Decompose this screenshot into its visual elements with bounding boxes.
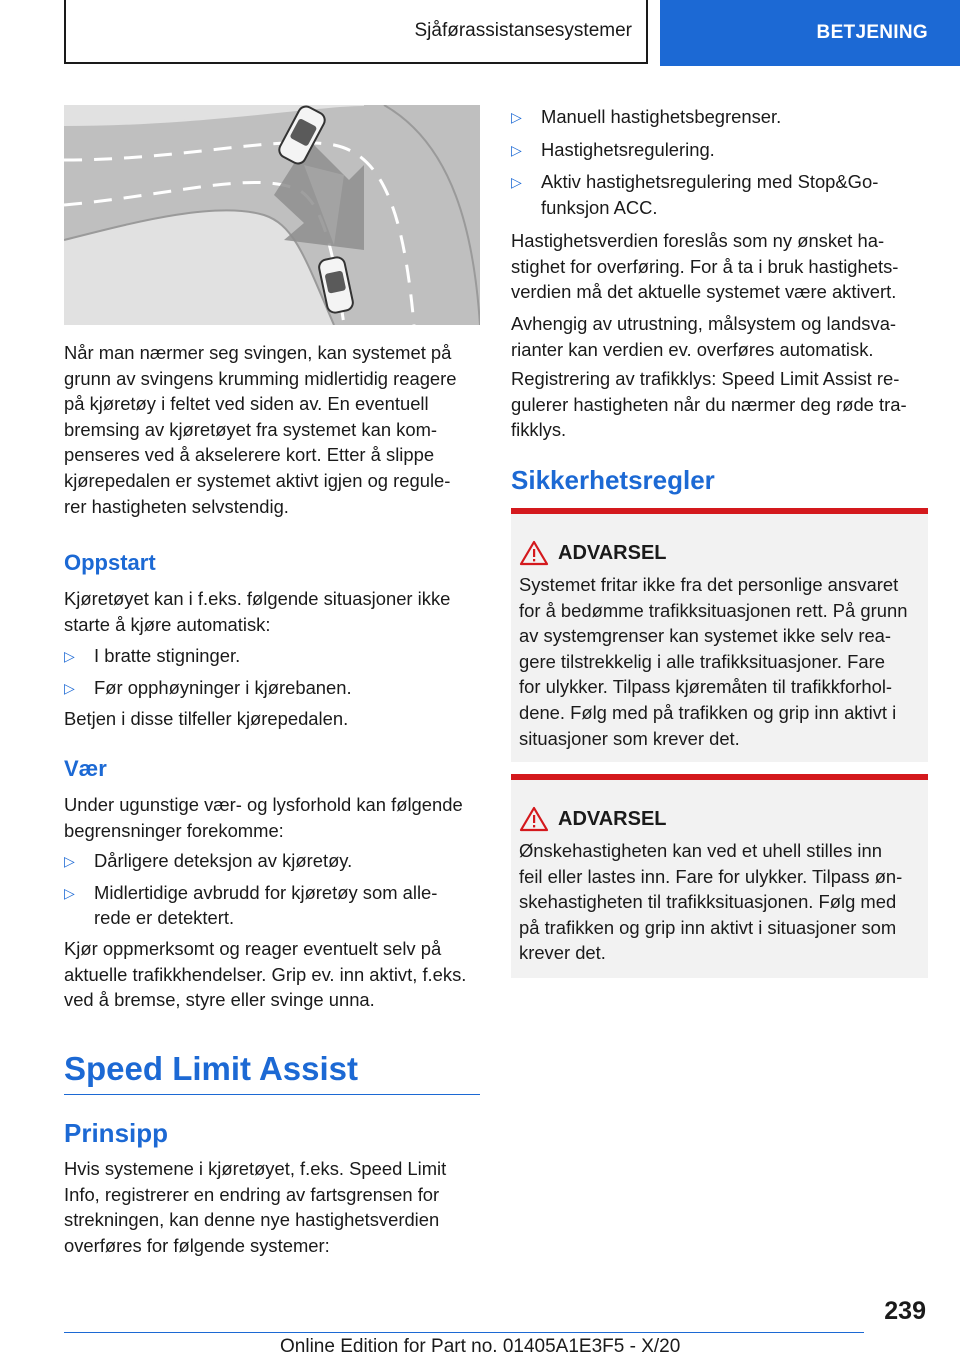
triangle-right-icon: ▷ (511, 141, 522, 158)
list-item-text: Dårligere deteksjon av kjøretøy. (94, 850, 353, 871)
vaer-list (64, 848, 484, 937)
triangle-right-icon: ▷ (511, 109, 522, 125)
safety-heading: Sikkerhetsregler (511, 465, 715, 495)
header-chapter-tab[interactable] (660, 0, 960, 66)
triangle-right-icon: ▷ (64, 853, 75, 869)
curve-traffic-illustration (64, 105, 480, 325)
chapter-title: BETJENING (816, 22, 928, 43)
text-line: stighet for overføring. For å ta i bruk hastighets- (511, 255, 899, 277)
text-line: Under ugunstige vær- og lysforhold kan følgende (64, 794, 463, 815)
oppstart-paragraph (64, 586, 484, 637)
list-item-text: Midlertidige avbrudd for kjøretøy som alle- (94, 881, 438, 903)
list-item-text: rede er detektert. (94, 907, 235, 929)
text-line: Avhengig av utrustning, målsystem og landsva- (511, 313, 897, 334)
warning-body-1 (519, 572, 923, 751)
list-item (64, 675, 484, 701)
triangle-right-icon: ▷ (64, 648, 75, 664)
text-line: av systemgrenser kan systemet ikke selv rea- (519, 625, 892, 647)
text-line: grunn av svingens krumming midlertidig reagere (64, 367, 457, 389)
text-line: begrensninger forekomme: (64, 819, 284, 841)
list-item (64, 643, 484, 669)
text-line: strekningen, kan denne nye hastighetsverdien (64, 1209, 440, 1231)
text-line: Hastighetsverdien foreslås som ny ønsket ha- (511, 230, 885, 251)
text-line: gere tilstrekkelig i alle trafikksituasjoner. Fare (519, 650, 885, 672)
vaer-after-paragraph (64, 936, 484, 1013)
text-line: dene. Følg med på trafikken og grip inn aktivt i (519, 701, 897, 723)
text-line: gulerer hastigheten når du nærmer deg røde tra- (511, 393, 907, 415)
text-line: bremsing av kjøretøyet fra systemet kan kom- (64, 418, 438, 440)
warning-triangle-icon (519, 540, 549, 566)
list-item-text: Aktiv hastighetsregulering med Stop&Go- (541, 171, 879, 193)
list-item (511, 137, 931, 163)
text-line: Kjør oppmerksomt og reager eventuelt selv på (64, 938, 442, 959)
text-line: Hvis systemene i kjøretøyet, f.eks. Speed Limit (64, 1158, 447, 1179)
systems-list (511, 104, 931, 227)
text-line: kjørepedalen er systemet aktivt igjen og regule- (64, 469, 451, 491)
warning-box-2 (511, 774, 928, 978)
text-line: Kjøretøyet kan i f.eks. følgende situasjoner ikke (64, 588, 451, 609)
warning-body-2 (519, 838, 923, 966)
speed-limit-assist-heading: Speed Limit Assist (64, 1050, 359, 1087)
text-line: verdien må det aktuelle systemet være aktivert. (511, 281, 897, 303)
text-line: Ønskehastigheten kan ved et uhell stilles inn (519, 840, 882, 861)
warning-title-2: ADVARSEL (558, 808, 667, 830)
text-line: situasjoner som krever det. (519, 727, 740, 749)
text-line: Når man nærmer seg svingen, kan systemet på (64, 342, 452, 363)
text-line: penseres ved å akselerere kort. Etter å slippe (64, 444, 435, 466)
transfer-paragraph (511, 228, 931, 305)
list-item (64, 848, 484, 874)
list-item-text: I bratte stigninger. (94, 645, 241, 666)
text-line: Registrering av trafikklys: Speed Limit Assist re- (511, 368, 900, 389)
list-item (511, 104, 931, 130)
list-item-text: Før opphøyninger i kjørebanen. (94, 676, 352, 698)
list-item-text: funksjon ACC. (541, 196, 658, 218)
warning-title-1: ADVARSEL (558, 542, 667, 564)
triangle-right-icon: ▷ (511, 174, 522, 191)
text-line: krever det. (519, 942, 606, 964)
text-line: fikklys. (511, 419, 567, 441)
text-line: på trafikken og grip inn aktivt i situasjoner som (519, 916, 897, 938)
list-item (64, 880, 484, 931)
section-title: Sjåførassistansesystemer (414, 20, 632, 41)
footer-edition: Online Edition for Part no. 01405A1E3F5 - X/20 (280, 1336, 681, 1357)
oppstart-heading: Oppstart (64, 550, 156, 575)
text-line: aktuelle trafikkhendelser. Grip ev. inn aktivt, f.eks. (64, 963, 467, 985)
oppstart-list (64, 643, 484, 706)
page-number: 239 (884, 1297, 926, 1325)
list-item-text: Manuell hastighetsbegrenser. (541, 106, 782, 127)
text-line: rianter kan verdien ev. overføres automatisk. (511, 338, 874, 360)
text-line: på kjøretøy i feltet ved siden av. En eventuell (64, 393, 429, 415)
header-section-title (64, 0, 648, 64)
text-line: rer hastigheten selvstendig. (64, 495, 289, 517)
text-line: skehastigheten til trafikksituasjonen. Følg med (519, 891, 897, 913)
prinsipp-heading: Prinsipp (64, 1118, 169, 1148)
warning-triangle-icon (519, 806, 549, 832)
heading-rule (64, 1094, 480, 1095)
footer-rule (64, 1332, 864, 1333)
prinsipp-paragraph (64, 1156, 484, 1258)
vaer-paragraph (64, 792, 484, 843)
traffic-light-paragraph (511, 366, 931, 443)
variant-paragraph (511, 311, 931, 362)
list-item (511, 169, 931, 220)
text-line: starte å kjøre automatisk: (64, 613, 271, 635)
oppstart-after: Betjen i disse tilfeller kjørepedalen. (64, 708, 349, 729)
warning-box-1 (511, 508, 928, 762)
intro-paragraph (64, 340, 484, 519)
triangle-right-icon: ▷ (64, 884, 75, 901)
text-line: ved å bremse, styre eller svinge unna. (64, 989, 375, 1011)
text-line: for å bedømme trafikksituasjonen rett. På grunn (519, 599, 908, 621)
text-line: Info, registrerer en endring av fartsgrensen for (64, 1183, 440, 1205)
text-line: for ulykker. Tilpass kjøremåten til trafikkforhol- (519, 676, 893, 698)
text-line: overføres for følgende systemer: (64, 1234, 330, 1256)
text-line: Systemet fritar ikke fra det personlige ansvaret (519, 574, 899, 595)
list-item-text: Hastighetsregulering. (541, 138, 715, 160)
vaer-heading: Vær (64, 756, 107, 781)
triangle-right-icon: ▷ (64, 679, 75, 696)
text-line: feil eller lastes inn. Fare for ulykker. Tilpass øn- (519, 865, 903, 887)
